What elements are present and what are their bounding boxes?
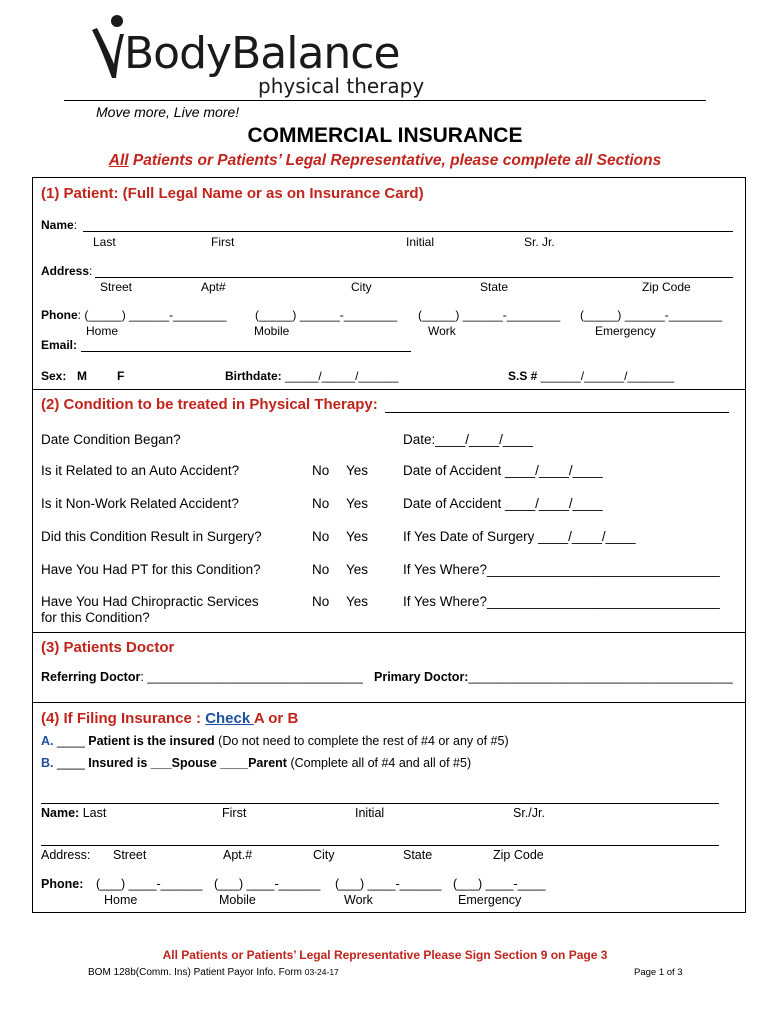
name-part-suffix: Sr. Jr. [524, 235, 555, 249]
option-a[interactable]: A. ____ Patient is the insured (Do not need to complete the rest of #4 or any of #5) [41, 734, 509, 748]
sex-female-option[interactable]: F [117, 369, 125, 383]
address-label: Address: [41, 264, 93, 278]
auto-accident-date[interactable]: Date of Accident ____/____/____ [403, 463, 603, 478]
form-id: BOM 128b(Comm. Ins) Patient Payor Info. Form 03-24-17 [88, 967, 339, 978]
surgery-yes[interactable]: Yes [346, 529, 369, 544]
header-rule [64, 100, 706, 101]
nonwork-accident-date[interactable]: Date of Accident ____/____/____ [403, 496, 603, 511]
phone-type-work: Work [428, 324, 456, 338]
insured-name-first: First [222, 806, 247, 820]
phone-work-input[interactable]: (_____) ______-________ [418, 308, 561, 322]
surgery-question: Did this Condition Result in Surgery? [41, 529, 262, 544]
insured-phone-emergency[interactable]: (___) ____-____ [453, 877, 546, 891]
insured-phone-type-work: Work [344, 893, 373, 907]
section-3-title: (3) Patients Doctor [41, 639, 175, 656]
section-3-doctor [32, 632, 746, 703]
surgery-no[interactable]: No [312, 529, 330, 544]
email-input[interactable] [81, 351, 411, 352]
insured-address-state: State [403, 848, 433, 862]
sign-note: All Patients or Patients’ Legal Representative Please Sign Section 9 on Page 3 [162, 948, 608, 962]
name-part-initial: Initial [406, 235, 435, 249]
section-2-title: (2) Condition to be treated in Physical Therapy: [41, 396, 378, 413]
brand-name: BodyBalance [124, 28, 400, 79]
name-input[interactable] [83, 231, 733, 232]
insured-phone-home[interactable]: (___) ____-______ [96, 877, 203, 891]
auto-accident-no[interactable]: No [312, 463, 330, 478]
address-part-state: State [480, 280, 509, 294]
page-title: COMMERCIAL INSURANCE [247, 124, 523, 147]
insured-phone-type-mobile: Mobile [219, 893, 256, 907]
insured-address-label: Address: [41, 848, 91, 862]
address-part-city: City [351, 280, 372, 294]
option-b[interactable]: B. ____ Insured is ___Spouse ____Parent (Complete all of #4 and all of #5) [41, 756, 472, 770]
insured-name-initial: Initial [355, 806, 385, 820]
brand-subtitle: physical therapy [258, 74, 425, 98]
section-1-title: (1) Patient: (Full Legal Name or as on Insurance Card) [41, 185, 424, 202]
date-began-input[interactable]: Date:____/____/____ [403, 432, 533, 447]
tagline: Move more, Live more! [96, 104, 240, 120]
chiropractic-no[interactable]: No [312, 594, 330, 609]
phone-emergency-input[interactable]: (_____) ______-________ [580, 308, 723, 322]
name-label: Name: [41, 218, 78, 232]
referring-doctor-field[interactable]: Referring Doctor: _______________________________ [41, 670, 363, 684]
address-part-apt: Apt# [201, 280, 226, 294]
insured-name-input[interactable] [41, 803, 719, 804]
phone-type-emergency: Emergency [595, 324, 656, 338]
subtitle-all: All [108, 152, 129, 169]
address-part-street: Street [100, 280, 133, 294]
insured-address-city: City [313, 848, 335, 862]
address-part-zip: Zip Code [642, 280, 691, 294]
chiropractic-where[interactable]: If Yes Where?_______________________________ [403, 594, 720, 609]
insured-address-street: Street [113, 848, 147, 862]
nonwork-accident-question: Is it Non-Work Related Accident? [41, 496, 239, 511]
address-input[interactable] [95, 277, 733, 278]
primary-doctor-field[interactable]: Primary Doctor:______________________________________ [374, 670, 733, 684]
prior-pt-yes[interactable]: Yes [346, 562, 369, 577]
email-label: Email: [41, 338, 78, 352]
insured-name-label: Name: Last [41, 806, 107, 820]
nonwork-accident-yes[interactable]: Yes [346, 496, 369, 511]
phone-mobile-input[interactable]: (_____) ______-________ [255, 308, 398, 322]
insured-address-apt: Apt.# [223, 848, 253, 862]
insured-phone-work[interactable]: (___) ____-______ [335, 877, 442, 891]
insured-address-input[interactable] [41, 845, 719, 846]
prior-pt-where[interactable]: If Yes Where?_______________________________ [403, 562, 720, 577]
subtitle-rest: Patients or Patients’ Legal Representative, please complete all Sections [128, 152, 662, 169]
ss-field[interactable]: S.S # ______/______/_______ [508, 369, 675, 383]
page-number: Page 1 of 3 [634, 967, 683, 978]
section-4-insurance [32, 702, 746, 913]
chiropractic-question-cont: for this Condition? [41, 610, 150, 625]
insured-name-suffix: Sr./Jr. [513, 806, 545, 820]
chiropractic-question: Have You Had Chiropractic Services [41, 594, 259, 609]
condition-input[interactable] [385, 412, 729, 413]
chiropractic-yes[interactable]: Yes [346, 594, 369, 609]
auto-accident-question: Is it Related to an Auto Accident? [41, 463, 240, 478]
insured-phone-mobile[interactable]: (___) ____-______ [214, 877, 321, 891]
prior-pt-question: Have You Had PT for this Condition? [41, 562, 261, 577]
section-2-condition [32, 389, 746, 633]
phone-type-mobile: Mobile [254, 324, 290, 338]
sex-label: Sex: [41, 369, 67, 383]
section-1-patient [32, 177, 746, 390]
surgery-date[interactable]: If Yes Date of Surgery ____/____/____ [403, 529, 636, 544]
section-4-title: (4) If Filing Insurance : Check A or B [41, 710, 299, 727]
insured-address-zip: Zip Code [493, 848, 544, 862]
nonwork-accident-no[interactable]: No [312, 496, 330, 511]
date-began-question: Date Condition Began? [41, 432, 181, 447]
auto-accident-yes[interactable]: Yes [346, 463, 369, 478]
name-part-first: First [211, 235, 235, 249]
birthdate-field[interactable]: Birthdate: _____/_____/______ [225, 369, 399, 383]
page-subtitle [0, 152, 770, 170]
insured-phone-type-emergency: Emergency [458, 893, 522, 907]
check-label: Check [205, 710, 254, 727]
name-part-last: Last [93, 235, 116, 249]
insured-phone-label: Phone: [41, 877, 84, 891]
sex-male-option[interactable]: M [77, 369, 87, 383]
insured-phone-type-home: Home [104, 893, 138, 907]
phone-type-home: Home [86, 324, 119, 338]
prior-pt-no[interactable]: No [312, 562, 330, 577]
phone-label: Phone: (_____) ______-________ [41, 308, 227, 322]
